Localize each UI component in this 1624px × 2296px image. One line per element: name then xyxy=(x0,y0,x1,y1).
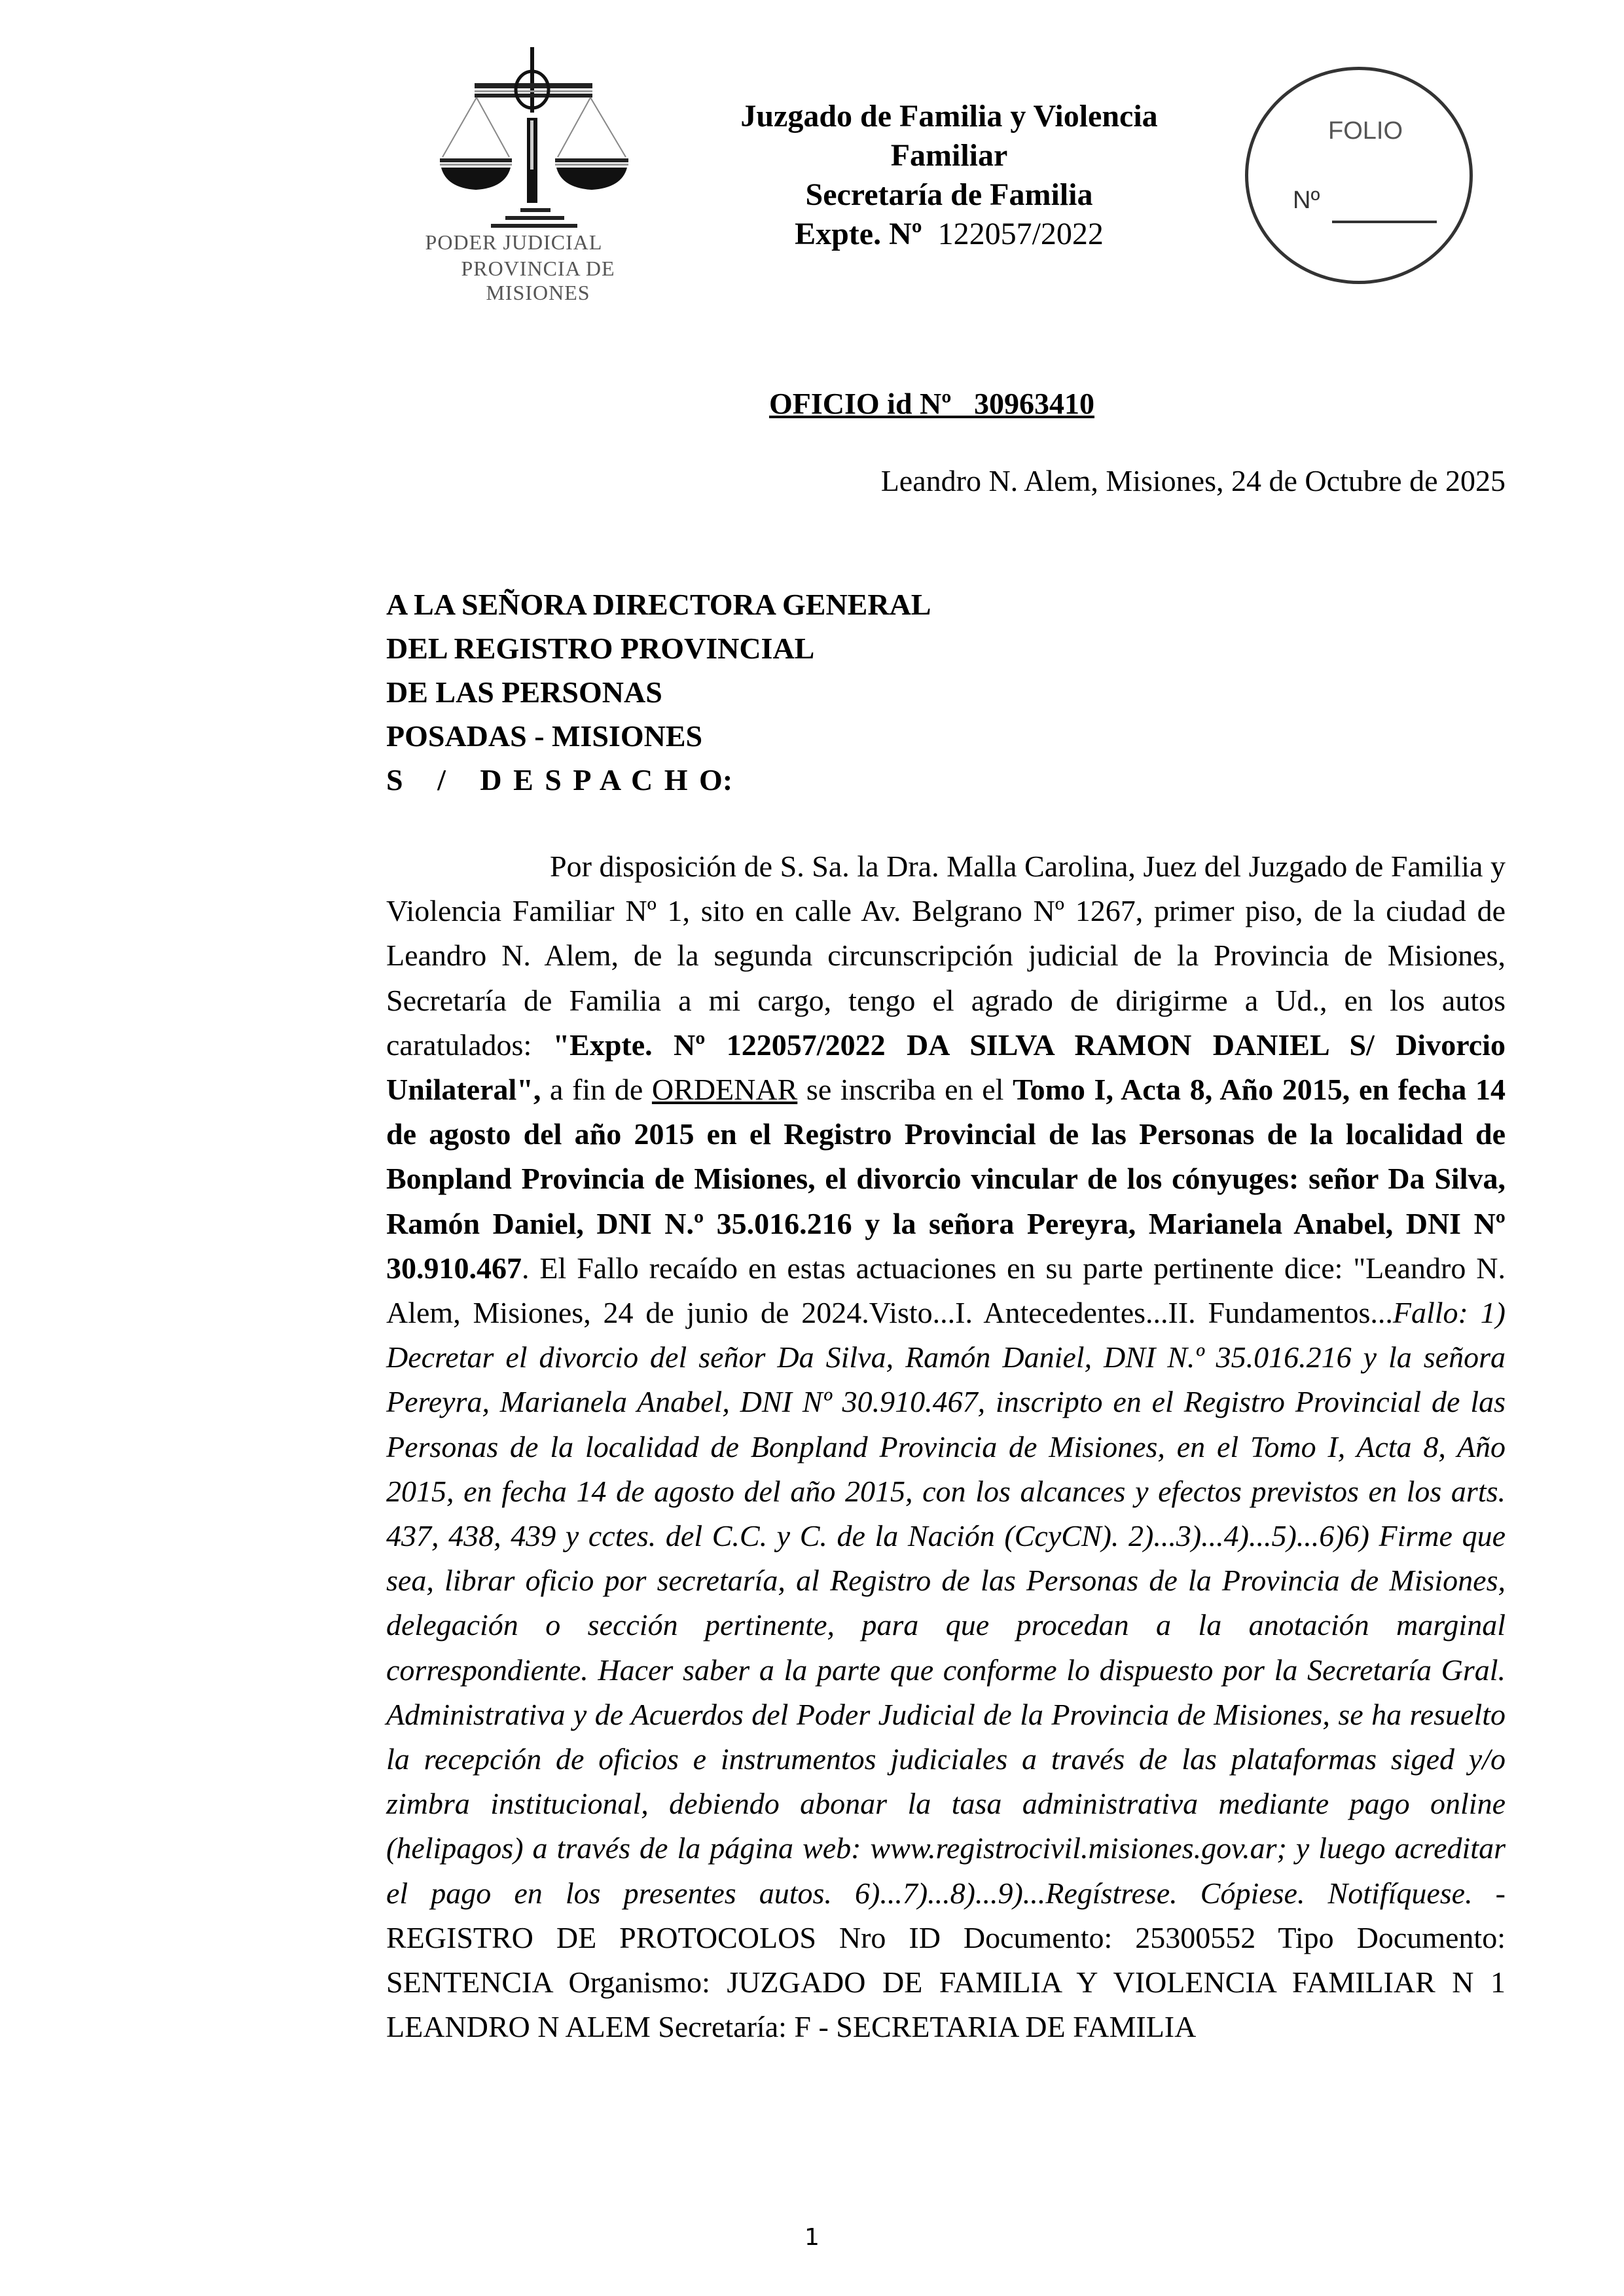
logo-text-poder-judicial: PODER JUDICIAL xyxy=(425,230,603,254)
place-date-line: Leandro N. Alem, Misiones, 24 de Octubre de 2025 xyxy=(880,464,1506,497)
despacho-line: S / D E S P A C H O: xyxy=(386,763,733,797)
body-text-connector: se inscriba en el xyxy=(797,1073,1013,1107)
folio-number-label: Nº xyxy=(1293,187,1320,214)
body-text-connector: a fin de xyxy=(541,1073,652,1107)
scales-of-justice-icon xyxy=(401,41,676,230)
ordenar-emphasis: ORDENAR xyxy=(651,1073,798,1107)
protocol-registry-text: - REGISTRO DE PROTOCOLOS Nro ID Documento: 25300552 Tipo Documento: SENTENCIA Organismo: JUZGADO DE FAMILIA Y VIOLENCIA FAMILIAR N 1 LEANDRO N ALEM Secretaría: F - SECRETARIA DE FAMILIA xyxy=(386,1876,1506,2044)
folio-number-blank-line xyxy=(1332,221,1437,223)
addressee-line: A LA SEÑORA DIRECTORA GENERAL xyxy=(386,588,931,621)
addressee-line: DEL REGISTRO PROVINCIAL xyxy=(386,632,815,665)
expediente-label: Expte. Nº xyxy=(795,217,922,251)
logo-text-provincia: PROVINCIA DE MISIONES xyxy=(461,257,615,304)
court-name-line1: Juzgado de Familia y Violencia xyxy=(740,99,1158,134)
oficio-title: OFICIO id Nº 30963410 xyxy=(769,387,1094,420)
case-caption: "Expte. Nº 122057/2022 DA SILVA RAMON DANIEL S/ Divorcio Unilateral", xyxy=(386,1028,1506,1107)
folio-label: FOLIO xyxy=(1327,117,1403,145)
addressee-line: POSADAS - MISIONES xyxy=(386,719,703,753)
body-paragraph xyxy=(386,844,1506,2049)
addressee-line: DE LAS PERSONAS xyxy=(386,675,662,709)
registration-details: Tomo I, Acta 8, Año 2015, en fecha 14 de agosto del año 2015 en el Registro Provincial de las Personas de la localidad de Bonpland Provincia de Misiones, el divorcio vincular de los cónyuges: señor Da Silva, Ramón Daniel, DNI N.º 35.016.216 y la señora Pereyra, Marianela Anabel, DNI Nº 30.910.467 xyxy=(386,1073,1506,1285)
addressee-block xyxy=(386,583,931,802)
poder-judicial-logo xyxy=(401,41,676,304)
court-name-line2: Familiar xyxy=(890,138,1008,173)
secretaria-name: Secretaría de Familia xyxy=(805,177,1093,212)
body-intro-text: Por disposición de S. Sa. la Dra. Malla Carolina, Juez del Juzgado de Familia y Violencia Familiar Nº 1, sito en calle Av. Belgrano Nº 1267, primer piso, de la ciudad de Leandro N. Alem, de la segunda circunscripción judicial de la Provincia de Misiones, Secretaría de Familia a mi cargo, tengo el agrado de dirigirme a Ud., en los autos caratulados: xyxy=(386,850,1506,1062)
folio-stamp xyxy=(1245,67,1473,284)
fallo-quoted-text: Fallo: 1) Decretar el divorcio del señor Da Silva, Ramón Daniel, DNI N.º 35.016.216 y la señora Pereyra, Marianela Anabel, DNI Nº 30.910.467, inscripto en el Registro Provincial de las Personas de la localidad de Bonpland Provincia de Misiones, en el Tomo I, Acta 8, Año 2015, en fecha 14 de agosto del año 2015, con los alcances y efectos previstos en los arts. 437, 438, 439 y cctes. del C.C. y C. de la Nación (CcyCN). 2)...3)...4)...5)...6)6) Firme que sea, librar oficio por secretaría, al Registro de las Personas de la Provincia de Misiones, delegación o sección pertinente, para que procedan a la anotación marginal correspondiente. Hacer saber a la parte que conforme lo dispuesto por la Secretaría Gral. Administrativa y de Acuerdos del Poder Judicial de la Provincia de Misiones, se ha resuelto la recepción de oficios e instrumentos judiciales a través de las plataformas siged y/o zimbra institucional, debiendo abonar la tasa administrativa mediante pago online (helipagos) a través de la página web: www.registrocivil.misiones.gov.ar; y luego acreditar el pago en los presentes autos. 6)...7)...8)...9)...Regístrese. Cópiese. Notifíquese. xyxy=(386,1296,1506,1910)
fallo-intro-text: . El Fallo recaído en estas actuaciones en su parte pertinente dice: "Leandro N. Alem, Misiones, 24 de junio de 2024.Visto...I. Antecedentes...II. Fundamentos... xyxy=(386,1251,1506,1330)
court-header xyxy=(707,97,1191,254)
expediente-line xyxy=(707,215,1191,254)
expediente-number: 122057/2022 xyxy=(937,217,1104,251)
page-number: 1 xyxy=(804,2224,820,2251)
